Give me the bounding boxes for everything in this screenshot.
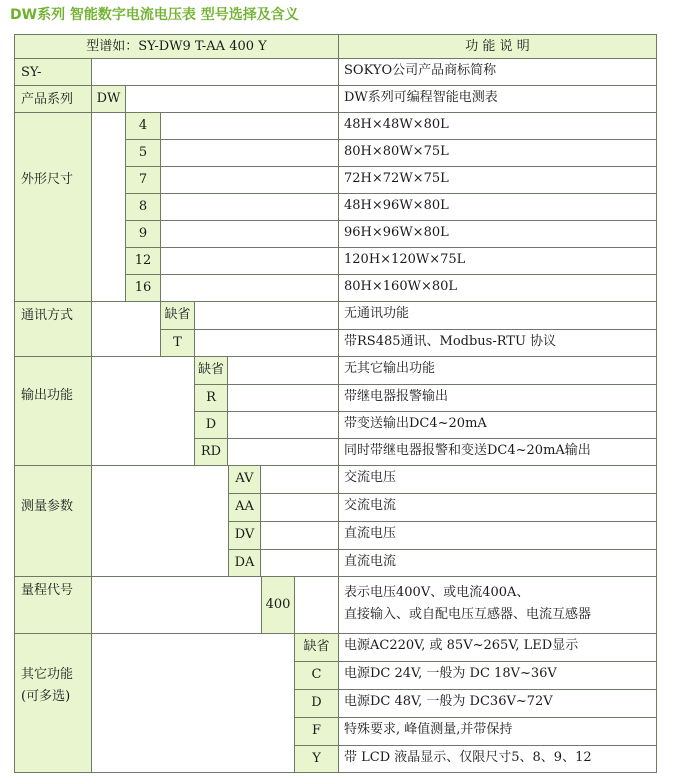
- other-desc: 带 LCD 液晶显示、仅限尺寸5、8、9、12: [338, 745, 657, 773]
- size-blank: [160, 220, 339, 248]
- size-code: 9: [125, 220, 161, 248]
- model-example-header: 型谱如：SY-DW9 T-AA 400 Y: [14, 34, 339, 59]
- sy-label: SY-: [14, 58, 92, 86]
- comm-desc: 带RS485通讯、Modbus-RTU 协议: [338, 329, 657, 357]
- other-code: F: [294, 717, 339, 746]
- size-desc: 80H×80W×75L: [338, 139, 657, 167]
- range-desc-line1: 表示电压400V、或电流400A、: [344, 585, 530, 600]
- output-code: 缺省: [194, 356, 228, 385]
- output-blank: [227, 438, 339, 466]
- sy-blank: [91, 58, 339, 86]
- measure-indent-blank: [91, 465, 229, 577]
- measure-code: DA: [228, 549, 261, 577]
- measure-desc: 直流电压: [338, 521, 657, 550]
- measure-blank: [260, 465, 339, 494]
- size-desc: 96H×96W×80L: [338, 220, 657, 248]
- output-code: D: [194, 411, 228, 439]
- output-blank: [227, 411, 339, 439]
- other-code: C: [294, 661, 339, 690]
- measure-code: AV: [228, 465, 261, 494]
- size-group-label: 外形尺寸: [14, 112, 92, 302]
- size-desc: 80H×160W×80L: [338, 274, 657, 302]
- size-blank: [160, 274, 339, 302]
- series-desc: DW系列可编程智能电测表: [338, 85, 657, 113]
- other-desc: 电源DC 48V, 一般为 DC36V~72V: [338, 689, 657, 718]
- measure-desc: 交流电流: [338, 493, 657, 522]
- size-blank: [160, 166, 339, 194]
- comm-code: T: [160, 329, 195, 357]
- series-code: DW: [91, 85, 126, 113]
- output-desc: 带变送输出DC4~20mA: [338, 411, 657, 439]
- comm-code: 缺省: [160, 301, 195, 330]
- size-desc: 48H×48W×80L: [338, 112, 657, 140]
- size-desc: 72H×72W×75L: [338, 166, 657, 194]
- size-code: 5: [125, 139, 161, 167]
- measure-desc: 直流电流: [338, 549, 657, 577]
- size-code: 12: [125, 247, 161, 275]
- sy-desc: SOKYO公司产品商标简称: [338, 58, 657, 86]
- range-indent-blank: [91, 576, 262, 634]
- output-blank: [227, 384, 339, 412]
- measure-code: AA: [228, 493, 261, 522]
- output-desc: 无其它输出功能: [338, 356, 657, 385]
- size-code: 8: [125, 193, 161, 221]
- size-indent-blank: [91, 112, 126, 302]
- other-group-label: [14, 633, 92, 773]
- range-code: 400: [261, 576, 295, 634]
- size-blank: [160, 139, 339, 167]
- output-desc: 同时带继电器报警和变送DC4~20mA输出: [338, 438, 657, 466]
- range-desc: [338, 576, 657, 634]
- size-blank: [160, 193, 339, 221]
- other-desc: 特殊要求, 峰值测量,并带保持: [338, 717, 657, 746]
- measure-code: DV: [228, 521, 261, 550]
- comm-blank: [194, 301, 339, 330]
- size-code: 16: [125, 274, 161, 302]
- size-blank: [160, 112, 339, 140]
- comm-group-label: 通讯方式: [14, 301, 92, 357]
- other-desc: 电源DC 24V, 一般为 DC 18V~36V: [338, 661, 657, 690]
- series-label: 产品系列: [14, 85, 92, 113]
- comm-indent-blank: [91, 301, 161, 357]
- measure-blank: [260, 549, 339, 577]
- output-indent-blank: [91, 356, 195, 466]
- other-code: Y: [294, 745, 339, 773]
- series-blank: [125, 85, 339, 113]
- function-desc-header: 功 能 说 明: [338, 34, 657, 59]
- output-desc: 带继电器报警输出: [338, 384, 657, 412]
- measure-blank: [260, 521, 339, 550]
- output-group-label: 输出功能: [14, 356, 92, 466]
- page-title: DW系列 智能数字电流电压表 型号选择及含义: [10, 7, 299, 23]
- other-code: D: [294, 689, 339, 718]
- output-code: R: [194, 384, 228, 412]
- size-code: 4: [125, 112, 161, 140]
- measure-desc: 交流电压: [338, 465, 657, 494]
- size-desc: 120H×120W×75L: [338, 247, 657, 275]
- size-blank: [160, 247, 339, 275]
- size-code: 7: [125, 166, 161, 194]
- other-group-label-line2: (可多选): [21, 689, 71, 704]
- size-desc: 48H×96W×80L: [338, 193, 657, 221]
- range-blank: [294, 576, 339, 634]
- other-indent-blank: [91, 633, 295, 773]
- range-desc-line2: 直接输入、或自配电压互感器、电流互感器: [344, 607, 592, 622]
- measure-group-label: 测量参数: [14, 465, 92, 577]
- comm-blank: [194, 329, 339, 357]
- other-group-label-line1: 其它功能: [21, 667, 74, 682]
- comm-desc: 无通讯功能: [338, 301, 657, 330]
- other-desc: 电源AC220V, 或 85V~265V, LED显示: [338, 633, 657, 662]
- measure-blank: [260, 493, 339, 522]
- output-code: RD: [194, 438, 228, 466]
- output-blank: [227, 356, 339, 385]
- other-code: 缺省: [294, 633, 339, 662]
- range-group-label: 量程代号: [14, 576, 92, 634]
